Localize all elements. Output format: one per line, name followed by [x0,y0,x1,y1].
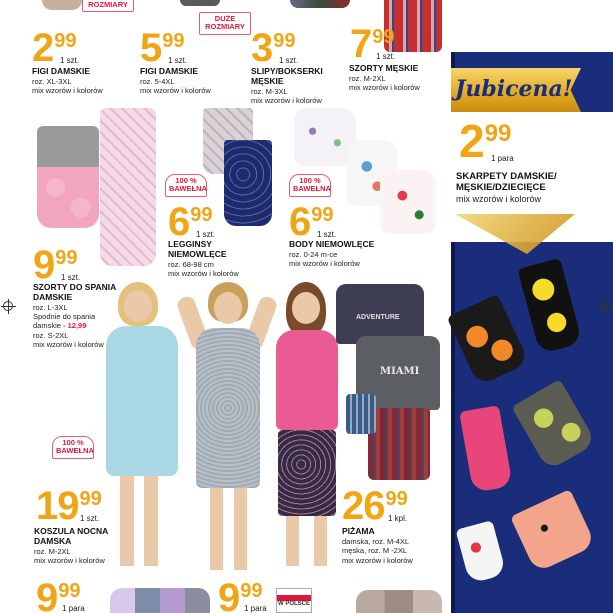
figi2-price: 599 1 szt. [140,26,188,70]
made-in-poland-label: W POLSCE [276,588,312,613]
body-info: BODY NIEMOWLĘCE roz. 0-24 m-ce mix wzorów i kolorów [289,239,375,269]
figi1-price: 299 1 szt. [32,26,80,70]
szorty-meskie-price: 799 1 szt. [350,22,396,66]
szorty-spania-price: 999 1 szt. [33,243,81,287]
top-product-photo-3 [290,0,350,8]
figi1-title: FIGI DAMSKIE [32,66,91,76]
model-grey-nightgown [178,282,278,582]
top-product-photo-1 [42,0,82,10]
szorty-meskie-info: SZORTY MĘSKIE roz. M-2XL mix wzorów i kolorów [349,63,420,93]
jubicena-price: 299 1 para [459,115,514,167]
slipy-info: SLIPY/BOKSERKI MĘSKIE roz. M-3XL mix wzorów i kolorów [251,66,323,105]
figi1-info: FIGI DAMSKIE roz. XL-3XL mix wzorów i kolorów [32,67,132,96]
szorty-spania-photo [37,126,99,228]
bottom-left-price: 999 1 para [36,576,85,613]
top-product-photo-2 [180,0,220,6]
body-cotton-badge: 100 % BAWEŁNA [289,174,331,197]
bottom-mid-price: 999 1 para [218,576,267,613]
figi2-info: FIGI DAMSKIE roz. 5-4XL mix wzorów i kolorów [140,66,211,96]
pizama-shorts-plaid [368,408,430,480]
rozmiary-badge: ROZMIARY [82,0,134,12]
duze-rozmiary-badge: DUŻE ROZMIARY [199,12,251,35]
slippers-photo [110,588,210,613]
legginsy-info: LEGGINSY NIEMOWLĘCE roz. 68-98 cm mix wzorów i kolorów [168,239,239,278]
spodnie-spania-photo [100,108,156,266]
registration-mark-right [600,301,610,311]
slipy-price: 399 1 szt. [251,26,299,70]
jubicena-info: SKARPETY DAMSKIE/ MĘSKIE/DZIECIĘCE mix wzorów i kolorów [456,171,557,204]
koszula-price: 1999 1 szt. [36,484,102,528]
pizama-price: 2699 1 kpl. [342,484,408,528]
registration-mark-left [3,301,13,311]
pizama-info: PIŻAMA damska, roz. M-4XL męska, roz. M -2XL mix wzorów i kolorów [342,526,413,565]
legginsy-cotton-badge: 100 % BAWEŁNA [165,174,207,197]
legginsy-price: 699 1 szt. [168,200,216,244]
pizama-shirt-adventure [336,284,424,344]
bottom-right-photo [356,590,442,613]
miami-print: MIAMI [380,366,420,377]
body-photo-3 [380,170,436,234]
legginsy-photo-navy [224,140,272,226]
jubicena-heading: Jubicena! [455,76,573,102]
koszula-cotton-badge: 100 % BAWEŁNA [52,436,94,459]
adventure-print: ADVENTURE [356,314,400,321]
szorty-spania-info: SZORTY DO SPANIA DAMSKIE roz. L-3XL Spodnie do spania damskie - 12,99 roz. S-2XL mix wzorów i kolorów [33,282,117,350]
body-price: 699 1 szt. [289,200,337,244]
koszula-info: KOSZULA NOCNA DAMSKA roz. M-2XL mix wzorów i kolorów [34,526,109,565]
pizama-shorts-blue [346,394,376,434]
